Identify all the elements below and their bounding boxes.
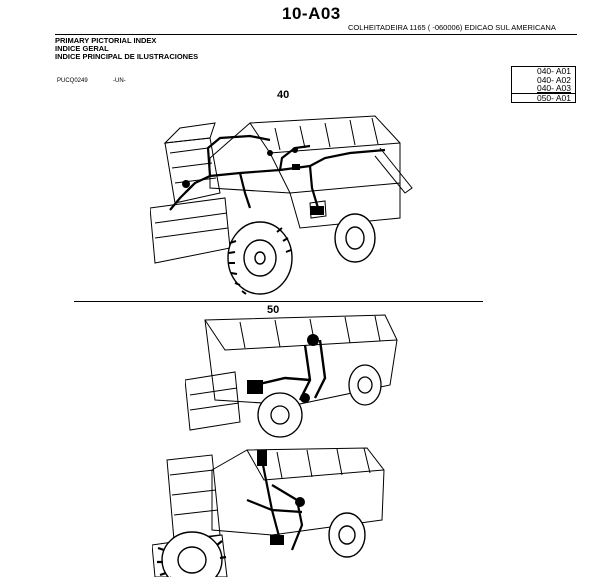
index-title-spanish: INDICE PRINCIPAL DE ILUSTRACIONES	[55, 52, 199, 61]
combine-harness-illustration[interactable]	[150, 98, 415, 298]
section-number: 40	[277, 89, 290, 101]
reference-page-link[interactable]: 040- A02	[536, 74, 571, 85]
combine-hydraulics-illustration[interactable]	[152, 440, 387, 577]
index-title-portuguese: INDICE GERAL	[55, 44, 109, 53]
combine-drivetrain-illustration[interactable]	[185, 310, 400, 440]
reference-page-list	[511, 66, 576, 103]
document-code: PUCQ0249	[57, 78, 88, 84]
section-number: 50	[267, 304, 280, 316]
unit-label: -UN-	[113, 78, 126, 84]
index-title-english: PRIMARY PICTORIAL INDEX	[55, 36, 157, 45]
reference-page-link[interactable]: 050- A01	[512, 93, 575, 103]
document-subtitle: COLHEITADEIRA 1165 ( -060006) EDICAO SUL AMERICANA	[348, 23, 556, 32]
reference-page-link[interactable]: 040- A03	[536, 83, 571, 93]
page-code: 10-A03	[282, 4, 341, 23]
header-rule	[55, 34, 577, 35]
section-divider	[74, 301, 483, 302]
reference-page-link[interactable]: 040- A01	[536, 66, 571, 76]
